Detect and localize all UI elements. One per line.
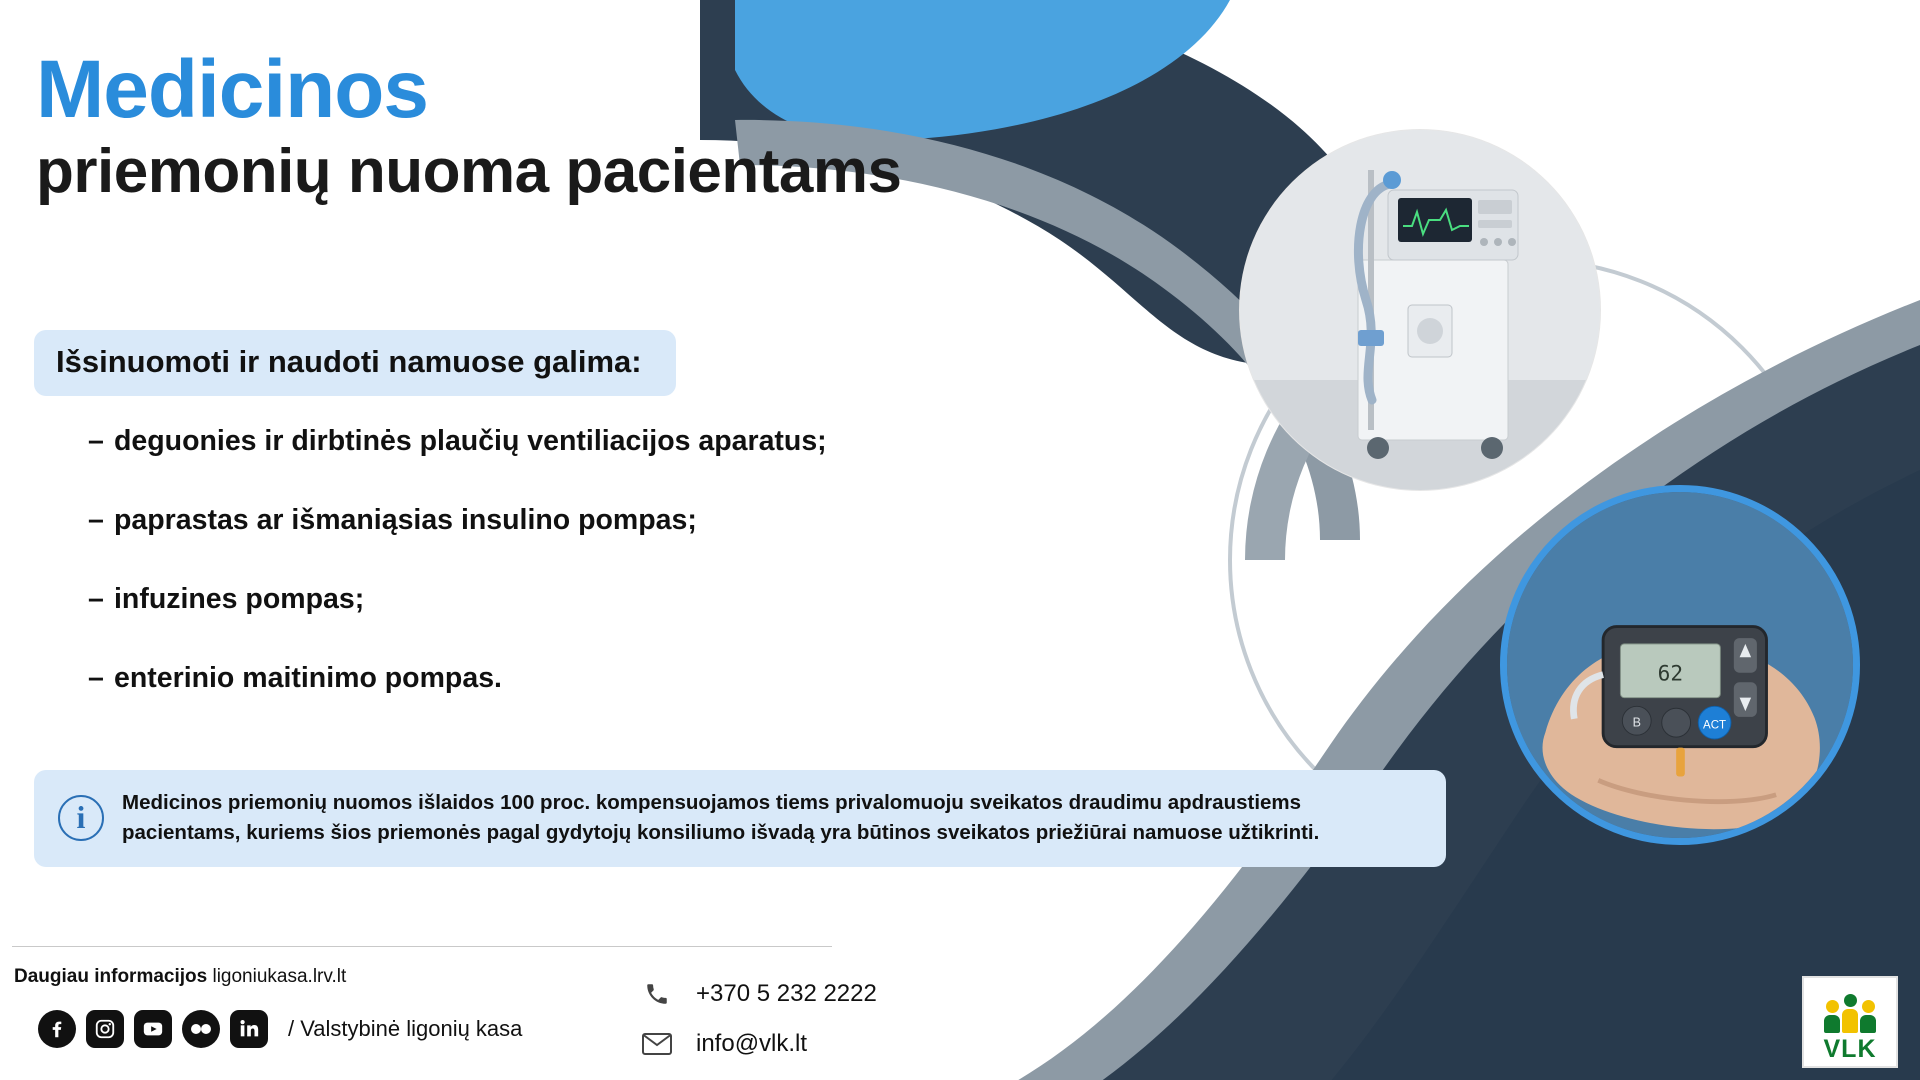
bullet-dash: – [88, 504, 104, 536]
logo-figure [1860, 1000, 1876, 1033]
contact-block [640, 980, 877, 1080]
list-item [88, 583, 1088, 616]
rentable-items-list [88, 425, 1088, 741]
logo-figures [1824, 994, 1876, 1033]
website-link[interactable]: ligoniukasa.lrv.lt [212, 966, 347, 987]
bullet-dash: – [88, 662, 104, 694]
flickr-icon[interactable] [182, 1010, 220, 1048]
page-title [36, 44, 902, 206]
headline-line-2: priemonių nuoma pacientams [36, 136, 902, 206]
list-item [88, 425, 1088, 458]
youtube-icon[interactable] [134, 1010, 172, 1048]
email-row [640, 1030, 877, 1058]
subtitle-banner: Išsinuomoti ir naudoti namuose galima: [34, 330, 676, 396]
list-item-label: paprastas ar išmaniąsias insulino pompas; [114, 504, 697, 536]
list-item [88, 504, 1088, 537]
info-note-text: Medicinos priemonių nuomos išlaidos 100 proc. kompensuojamos tiems privalomuoju sveikatos draudimu apdraustiems pacientams, kuriems šios priemonės pagal gydytojų konsiliumo išvadą yra būtinos sveikatos priežiūrai namuose užtikrinti. [122, 791, 1320, 844]
headline-line-1: Medicinos [36, 44, 428, 135]
bullet-dash: – [88, 583, 104, 615]
list-item-label: infuzines pompas; [114, 583, 365, 615]
instagram-icon[interactable] [86, 1010, 124, 1048]
phone-number[interactable]: +370 5 232 2222 [696, 980, 877, 1007]
social-account-name: / Valstybinė ligonių kasa [288, 1016, 523, 1041]
phone-icon [640, 980, 674, 1008]
logo-figure [1824, 1000, 1840, 1033]
bullet-dash: – [88, 425, 104, 457]
vlk-logo [1802, 976, 1898, 1068]
insulin-pump-in-hand-photo [1500, 485, 1860, 845]
more-info [14, 966, 346, 988]
ventilator-machine-photo [1240, 130, 1600, 490]
list-item-label: deguonies ir dirbtinės plaučių ventiliacijos aparatus; [114, 425, 827, 457]
more-info-label: Daugiau informacijos [14, 966, 208, 987]
email-address[interactable]: info@vlk.lt [696, 1030, 808, 1057]
footer-divider [12, 946, 832, 947]
svg-text:B: B [1632, 715, 1641, 730]
facebook-icon[interactable] [38, 1010, 76, 1048]
social-links [38, 1010, 522, 1048]
envelope-icon [640, 1030, 674, 1058]
logo-text: VLK [1823, 1035, 1877, 1063]
logo-figure [1842, 994, 1858, 1033]
info-note [34, 770, 1446, 867]
list-item [88, 662, 1088, 695]
info-icon: i [58, 795, 104, 841]
list-item-label: enterinio maitinimo pompas. [114, 662, 502, 694]
phone-row [640, 980, 877, 1008]
svg-text:ACT: ACT [1703, 719, 1727, 732]
linkedin-icon[interactable] [230, 1010, 268, 1048]
svg-text:62: 62 [1657, 660, 1684, 686]
